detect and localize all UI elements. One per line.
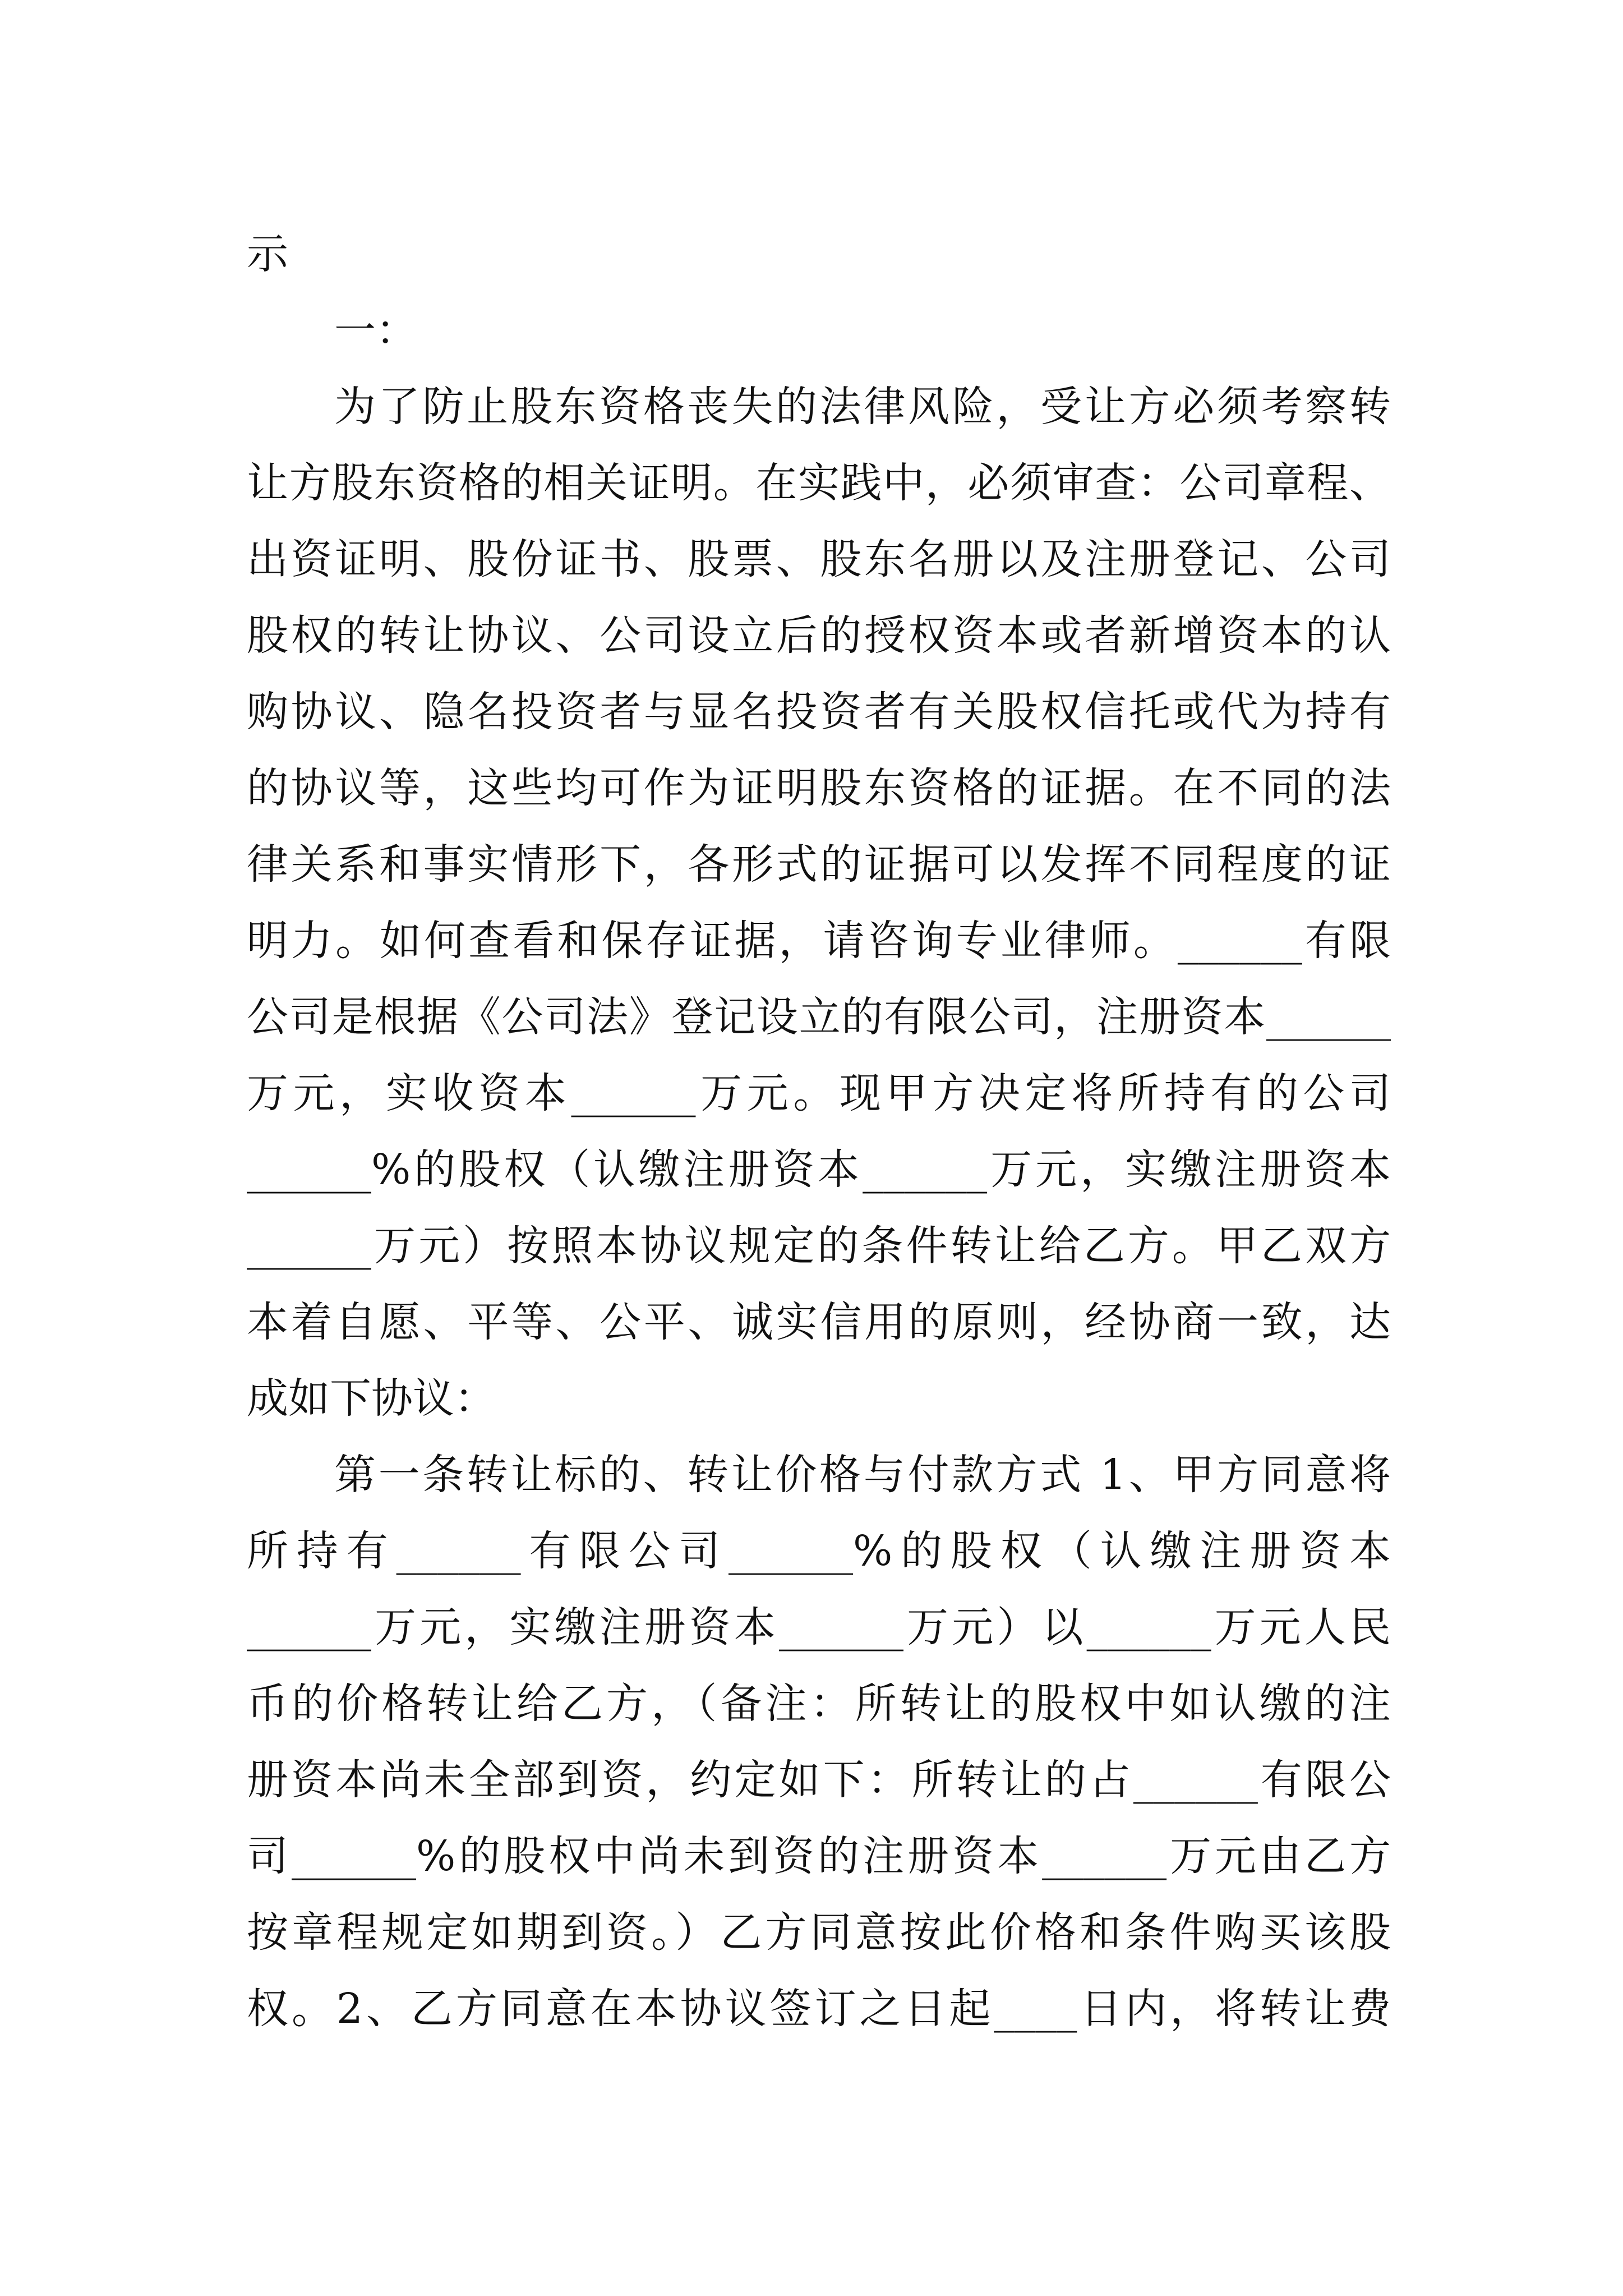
document-line: 成如下协议： xyxy=(247,1374,496,1423)
document-line: 第一条转让标的、转让价格与付款方式 1、甲方同意将 xyxy=(334,1451,1391,1499)
document-line: 出资证明、股份证书、股票、股东名册以及注册登记、公司 xyxy=(247,535,1391,583)
document-line: 的协议等，这些均可作为证明股东资格的证据。在不同的法 xyxy=(247,764,1391,812)
document-line: 示 xyxy=(247,230,288,278)
document-line: 币的价格转让给乙方，（备注：所转让的股权中如认缴的注 xyxy=(247,1680,1391,1728)
document-line: 万元，实收资本______万元。现甲方决定将所持有的公司 xyxy=(247,1069,1391,1117)
document-line: 股权的转让协议、公司设立后的授权资本或者新增资本的认 xyxy=(247,611,1391,660)
document-line: ______%的股权（认缴注册资本______万元，实缴注册资本 xyxy=(247,1145,1391,1194)
document-line: 让方股东资格的相关证明。在实践中，必须审查：公司章程、 xyxy=(247,459,1391,507)
document-line: 权。2、乙方同意在本协议签订之日起____日内，将转让费 xyxy=(247,1985,1391,2033)
document-line: 为了防止股东资格丧失的法律风险，受让方必须考察转 xyxy=(334,383,1391,431)
document-line: 册资本尚未全部到资，约定如下：所转让的占______有限公 xyxy=(247,1756,1391,1804)
document-line: 本着自愿、平等、公平、诚实信用的原则，经协商一致，达 xyxy=(247,1298,1391,1346)
document-body xyxy=(247,216,1391,2047)
document-line: 律关系和事实情形下，各形式的证据可以发挥不同程度的证 xyxy=(247,840,1391,889)
document-line: 一： xyxy=(334,306,417,355)
document-line: 明力。如何查看和保存证据，请咨询专业律师。______有限 xyxy=(247,917,1391,965)
document-line: ______万元，实缴注册资本______万元）以______万元人民 xyxy=(247,1603,1391,1651)
document-line: 公司是根据《公司法》登记设立的有限公司，注册资本______ xyxy=(247,993,1391,1041)
document-line: 按章程规定如期到资。）乙方同意按此价格和条件购买该股 xyxy=(247,1908,1391,1957)
document-line: 司______%的股权中尚未到资的注册资本______万元由乙方 xyxy=(247,1832,1391,1880)
document-line: ______万元）按照本协议规定的条件转让给乙方。甲乙双方 xyxy=(247,1222,1391,1270)
document-line: 购协议、隐名投资者与显名投资者有关股权信托或代为持有 xyxy=(247,688,1391,736)
document-line: 所持有______有限公司______%的股权（认缴注册资本 xyxy=(247,1527,1391,1575)
